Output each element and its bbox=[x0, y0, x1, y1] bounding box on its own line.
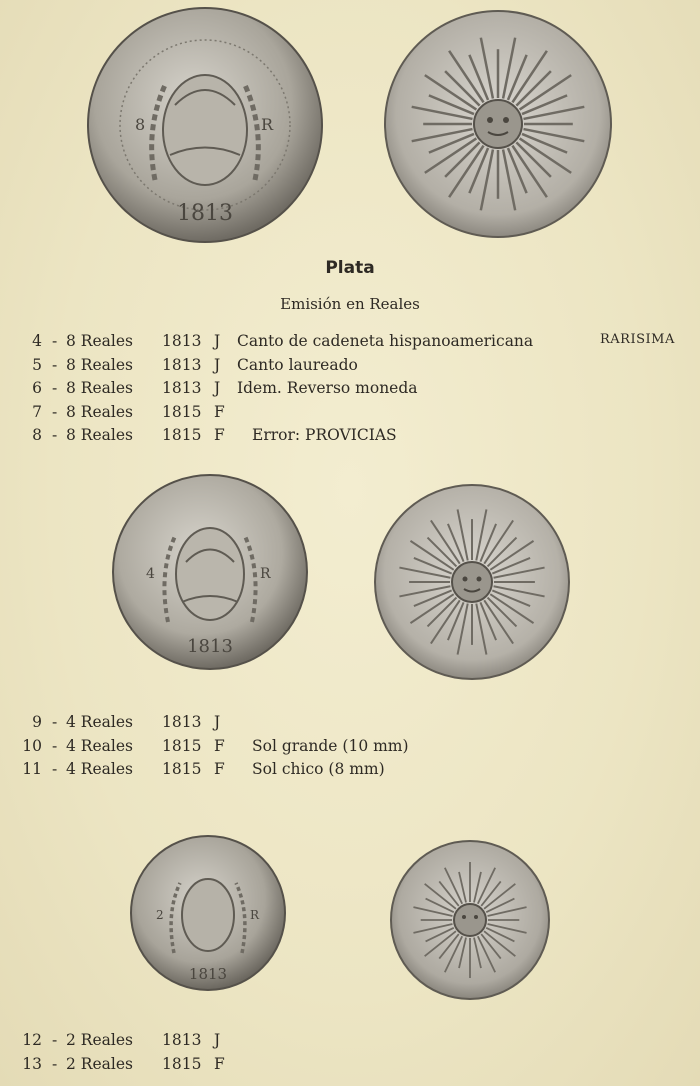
row-sep: - bbox=[52, 1054, 58, 1073]
row-sep: - bbox=[52, 760, 58, 779]
catalog-row bbox=[0, 760, 700, 782]
row-num: 11 bbox=[22, 760, 42, 779]
row-num: 5 bbox=[32, 355, 42, 374]
row-sep: - bbox=[52, 332, 58, 350]
row-year: 1815 bbox=[162, 736, 202, 755]
row-year: 1815 bbox=[162, 426, 202, 445]
row-mint: J bbox=[214, 1031, 221, 1049]
catalog-row bbox=[0, 379, 700, 401]
row-denom: 8 Reales bbox=[66, 426, 133, 445]
row-denom: 2 Reales bbox=[66, 1031, 133, 1049]
row-desc: Sol grande (10 mm) bbox=[252, 736, 409, 755]
row-denom: 8 Reales bbox=[66, 379, 133, 398]
catalog-row bbox=[0, 332, 700, 354]
catalog-row bbox=[0, 426, 700, 448]
row-denom: 4 Reales bbox=[66, 713, 133, 731]
coin-date: 1813 bbox=[188, 965, 228, 983]
row-sep: - bbox=[52, 736, 58, 755]
coin-date: 1813 bbox=[187, 636, 233, 657]
coin-denomination-right: R bbox=[250, 908, 260, 922]
row-denom: 8 Reales bbox=[66, 402, 133, 421]
coin-8-reales-reverse bbox=[382, 8, 614, 240]
catalog-row bbox=[0, 713, 700, 735]
row-num: 7 bbox=[32, 402, 42, 421]
row-mint: J bbox=[214, 332, 221, 350]
coin-denomination-left: 8 bbox=[135, 115, 146, 134]
catalog-row bbox=[0, 737, 700, 759]
row-year: 1815 bbox=[162, 1054, 202, 1073]
coin-denomination-left: 4 bbox=[146, 566, 155, 582]
coin-denomination-right: R bbox=[260, 566, 271, 582]
row-num: 6 bbox=[32, 379, 42, 398]
coin-denomination-right: R bbox=[261, 115, 274, 134]
row-num: 12 bbox=[22, 1031, 42, 1049]
section-title: Plata bbox=[325, 258, 375, 278]
row-num: 13 bbox=[22, 1054, 42, 1073]
row-num: 8 bbox=[32, 426, 42, 445]
row-year: 1815 bbox=[162, 760, 202, 779]
row-year: 1813 bbox=[162, 713, 202, 731]
row-mint: J bbox=[214, 355, 221, 374]
row-denom: 4 Reales bbox=[66, 760, 133, 779]
row-denom: 8 Reales bbox=[66, 332, 133, 350]
row-sep: - bbox=[52, 402, 58, 421]
coin-2-reales-reverse bbox=[388, 838, 552, 1002]
coin-4-reales-reverse bbox=[372, 482, 572, 682]
row-denom: 2 Reales bbox=[66, 1054, 133, 1073]
row-desc: Idem. Reverso moneda bbox=[237, 379, 418, 398]
row-sep: - bbox=[52, 426, 58, 445]
row-sep: - bbox=[52, 355, 58, 374]
row-year: 1813 bbox=[162, 379, 202, 398]
row-denom: 8 Reales bbox=[66, 355, 133, 374]
catalog-row bbox=[0, 1055, 700, 1077]
row-num: 4 bbox=[32, 332, 42, 350]
row-note: RARISIMA bbox=[600, 332, 675, 347]
row-desc: Canto de cadeneta hispanoamericana bbox=[237, 332, 534, 350]
section-subtitle: Emisión en Reales bbox=[280, 295, 420, 313]
coin-8-reales-obverse bbox=[85, 5, 325, 245]
row-mint: J bbox=[214, 713, 221, 731]
row-mint: F bbox=[214, 402, 225, 421]
row-desc: Sol chico (8 mm) bbox=[252, 760, 385, 779]
row-mint: F bbox=[214, 736, 225, 755]
row-desc: Error: PROVICIAS bbox=[252, 426, 397, 445]
row-sep: - bbox=[52, 713, 58, 731]
row-denom: 4 Reales bbox=[66, 736, 133, 755]
row-year: 1813 bbox=[162, 355, 202, 374]
row-desc: Canto laureado bbox=[237, 355, 358, 374]
row-num: 9 bbox=[32, 713, 42, 731]
row-mint: J bbox=[214, 379, 221, 398]
catalog-row bbox=[0, 403, 700, 425]
row-mint: F bbox=[214, 760, 225, 779]
row-year: 1815 bbox=[162, 402, 202, 421]
coin-denomination-left: 2 bbox=[156, 908, 164, 922]
row-mint: F bbox=[214, 1054, 225, 1073]
coin-2-reales-obverse bbox=[128, 833, 288, 993]
row-sep: - bbox=[52, 1031, 58, 1049]
row-mint: F bbox=[214, 426, 225, 445]
row-year: 1813 bbox=[162, 1031, 202, 1049]
coin-date: 1813 bbox=[177, 201, 233, 226]
row-year: 1813 bbox=[162, 332, 202, 350]
coin-4-reales-obverse bbox=[110, 472, 310, 672]
catalog-row bbox=[0, 356, 700, 378]
catalog-row bbox=[0, 1031, 700, 1053]
row-sep: - bbox=[52, 379, 58, 398]
row-num: 10 bbox=[22, 736, 42, 755]
